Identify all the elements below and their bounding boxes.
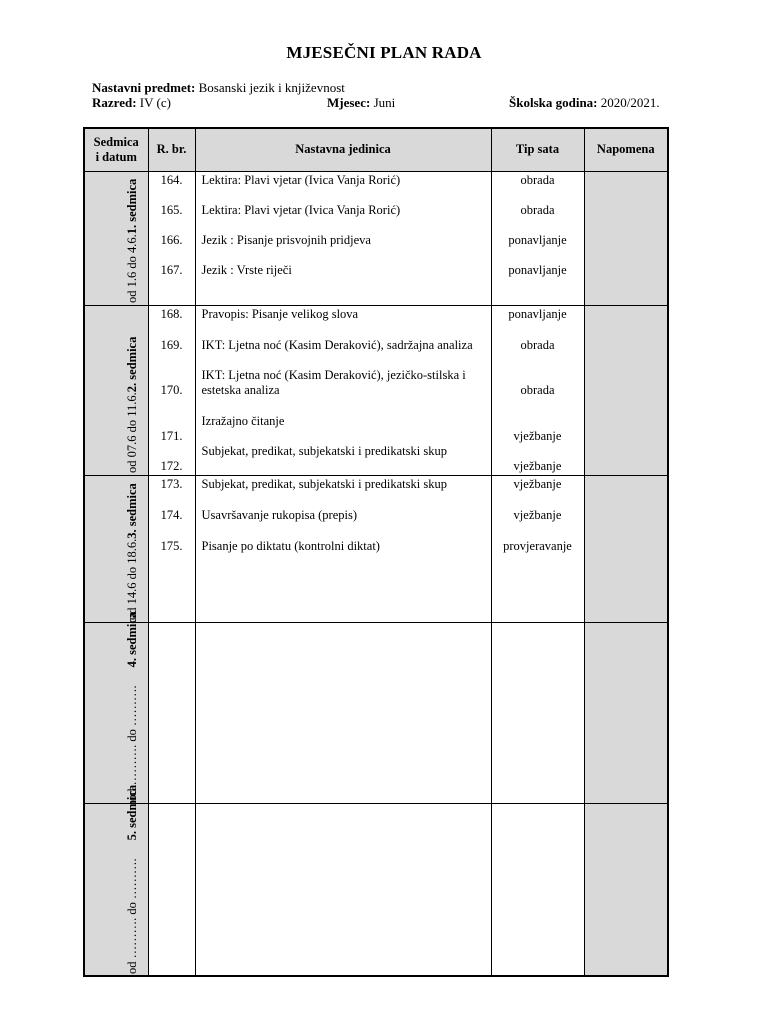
type-cell [491,305,584,475]
month-line [327,95,395,111]
row-number: 172. [160,458,183,473]
row-number: 171. [160,428,183,443]
lesson-type: obrada [520,202,555,217]
number-cell [148,475,195,622]
number-cell [148,622,195,803]
lesson-type: obrada [520,337,555,352]
header-type: Tip sata [491,128,584,171]
week-row [84,305,668,475]
lesson-unit: IKT: Ljetna noć (Kasim Deraković), jezičko-stilska i estetska analiza [201,367,466,397]
week-number: 2. sedmica [124,336,139,392]
row-number: 174. [160,507,183,522]
unit-cell [195,475,491,622]
lesson-type: obrada [520,172,555,187]
lesson-unit: Subjekat, predikat, subjekatski i predikatski skup [201,476,447,491]
class-label: Razred: [92,95,137,110]
type-cell [491,171,584,305]
plan-table [83,127,669,977]
row-number: 169. [160,337,183,352]
header-note: Napomena [584,128,668,171]
row-number: 167. [160,262,183,277]
lesson-unit: Lektira: Plavi vjetar (Ivica Vanja Rorić) [201,202,401,217]
subject-label: Nastavni predmet: [92,80,196,95]
header-week-date [84,128,148,171]
lesson-unit: Lektira: Plavi vjetar (Ivica Vanja Rorić) [201,172,401,187]
lesson-unit: Jezik : Vrste riječi [201,262,292,277]
header-unit: Nastavna jedinica [195,128,491,171]
week-row [84,803,668,976]
row-number: 166. [160,232,183,247]
month-label: Mjesec: [327,95,371,110]
week-row [84,622,668,803]
row-number: 168. [160,306,183,321]
week-2-cell [84,305,148,475]
lesson-unit: Jezik : Pisanje prisvojnih pridjeva [201,232,371,247]
lesson-unit: Pravopis: Pisanje velikog slova [201,306,359,321]
week-4-cell [84,611,148,803]
row-number: 164. [160,172,183,187]
subject-value: Bosanski jezik i književnost [198,80,345,95]
class-line [92,95,171,111]
lesson-unit: Pisanje po diktatu (kontrolni diktat) [201,538,380,553]
unit-cell [195,305,491,475]
type-cell [491,475,584,622]
lesson-type: ponavljanje [508,232,567,247]
week-date: od 1.6 do 4.6. [124,233,139,303]
number-cell [148,803,195,976]
note-cell [584,803,668,976]
number-cell [148,171,195,305]
lesson-type: vježbanje [513,507,562,522]
school-year-label: Školska godina: [509,95,598,110]
lesson-type: ponavljanje [508,262,567,277]
page-title: MJESEČNI PLAN RADA [286,43,482,62]
week-number: 5. sedmica [124,784,139,840]
row-number: 165. [160,202,183,217]
lesson-type: obrada [520,382,555,397]
school-year-line [509,95,660,111]
lesson-type: vježbanje [513,428,562,443]
lesson-type: provjeravanje [503,538,572,553]
note-cell [584,475,668,622]
lesson-unit: Subjekat, predikat, subjekatski i predikatski skup [201,443,447,458]
week-row [84,475,668,622]
unit-cell [195,622,491,803]
week-1-cell [84,171,148,305]
week-date: od 07.6 do 11.6. [124,391,139,473]
week-row [84,171,668,305]
note-cell [584,305,668,475]
header-week-line1: Sedmica [93,134,139,149]
note-cell [584,622,668,803]
type-cell [491,622,584,803]
lesson-type: vježbanje [513,458,562,473]
type-cell [491,803,584,976]
unit-cell [195,803,491,976]
week-5-cell [84,784,148,976]
header-row [84,128,668,171]
row-number: 173. [160,476,183,491]
unit-cell [195,171,491,305]
lesson-unit: Izražajno čitanje [201,413,285,428]
week-number: 1. sedmica [124,178,139,234]
row-number: 170. [160,382,183,397]
header-number: R. br. [148,128,195,171]
month-value: Juni [373,95,396,110]
week-number: 3. sedmica [124,482,139,539]
class-value: IV (c) [139,95,171,110]
lesson-unit: Usavršavanje rukopisa (prepis) [201,507,358,522]
week-number: 4. sedmica [124,611,139,667]
note-cell [584,171,668,305]
header-week-line2: i datum [95,149,137,164]
week-date: od 14.6 do 18.6. [124,538,139,620]
lesson-type: vježbanje [513,476,562,491]
subject-line [92,80,345,96]
week-date: od ………. do ………. [124,857,139,974]
week-3-cell [84,475,148,622]
row-number: 175. [160,538,183,553]
school-year-value: 2020/2021. [600,95,660,110]
lesson-unit: IKT: Ljetna noć (Kasim Deraković), sadržajna analiza [201,337,473,352]
week-date: od ………. do ………. [124,684,139,801]
number-cell [148,305,195,475]
lesson-type: ponavljanje [508,306,567,321]
